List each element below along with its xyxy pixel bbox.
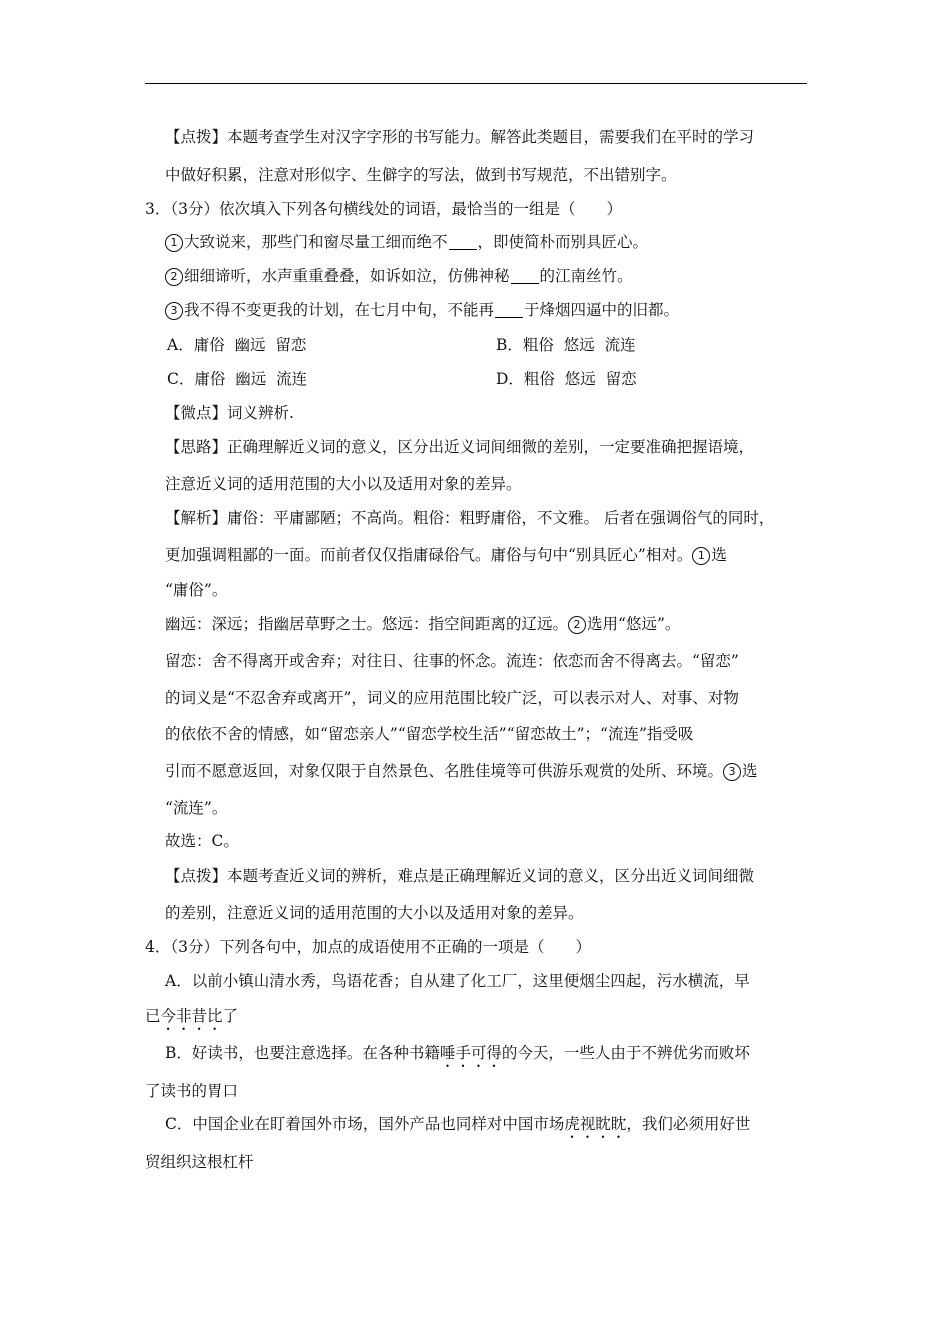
question-3-stem: 3．（3分）依次填入下列各句横线处的词语，最恰当的一组是（ ）: [145, 200, 622, 218]
analysis-line: “庸俗”。: [165, 581, 228, 599]
dotted-idiom: 唾手可得: [439, 1044, 502, 1062]
blank-line: [495, 302, 523, 318]
question-4-stem: 4．（3分）下列各句中，加点的成语使用不正确的一项是（ ）: [145, 938, 591, 956]
silu-line: 【思路】正确理解近义词的意义，区分出近义词间细微的差别，一定要准确把握语境，: [165, 438, 755, 456]
sentence-3: 3 我不得不变更我的计划，在七月中旬，不能再 于烽烟四逼中的旧都。: [165, 300, 679, 320]
q4-option-a: A．以前小镇山清水秀，鸟语花香；自从建了化工厂，这里便烟尘四起，污水横流，早: [165, 972, 750, 990]
blank-line: [511, 268, 539, 284]
silu-line: 注意近义词的适用范围的大小以及适用对象的差异。: [165, 475, 522, 493]
sentence-1: 1 大致说来，那些门和窗尽量工细而绝不 ，即使简朴而别具匠心。: [165, 232, 648, 252]
option-d: D．粗俗 悠远 留恋: [496, 370, 637, 388]
q4-option-b-cont: 了读书的胃口: [145, 1082, 239, 1100]
weidian-line: 【微点】词义辨析.: [165, 404, 294, 422]
circled-number: 1: [165, 234, 183, 252]
analysis-line: 幽远：深远；指幽居草野之士。悠远：指空间距离的辽远。 2 选用“悠远”。: [165, 615, 681, 633]
header-rule: [145, 83, 807, 84]
analysis-line: 更加强调粗鄙的一面。而前者仅仅指庸碌俗气。庸俗与句中“别具匠心”相对。 1 选: [165, 546, 727, 564]
analysis-line: 引而不愿意返回，对象仅限于自然景色、名胜佳境等可供游乐观赏的处所、环境。 3 选: [165, 762, 758, 780]
q4-option-a-cont: 已今非昔比了: [145, 1007, 239, 1025]
analysis-line: “流连”。: [165, 799, 228, 817]
tip-line: 【点拨】本题考查学生对汉字字形的书写能力。解答此类题目，需要我们在平时的学习: [165, 128, 755, 146]
q4-option-c-cont: 贸组织这根杠杆: [145, 1153, 254, 1171]
option-c: C．庸俗 幽远 流连: [167, 370, 308, 388]
tip-line: 【点拨】本题考查近义词的辨析，难点是正确理解近义词的意义，区分出近义词间细微: [165, 867, 755, 885]
analysis-line: 留恋：舍不得离开或舍弃；对往日、往事的怀念。流连：依恋而舍不得离去。“留恋”: [165, 652, 739, 670]
circled-number: 1: [692, 547, 710, 565]
q4-option-c: C．中国企业在盯着国外市场，国外产品也同样对中国市场虎视眈眈，我们必须用好世: [165, 1115, 751, 1133]
q4-option-b: B．好读书，也要注意选择。在各种书籍唾手可得的今天，一些人由于不辨优劣而败坏: [165, 1044, 750, 1062]
blank-line: [449, 234, 477, 250]
dotted-idiom: 今非昔比: [160, 1007, 223, 1025]
answer-line: 故选：C。: [165, 832, 239, 850]
tip-line: 中做好积累，注意对形似字、生僻字的写法，做到书写规范，不出错别字。: [165, 166, 677, 184]
option-a: A．庸俗 幽远 留恋: [167, 336, 307, 354]
circled-number: 2: [165, 268, 183, 286]
analysis-line: 的依依不舍的情感，如“留恋亲人”“留恋学校生活”“留恋故土”；“流连”指受吸: [165, 725, 694, 743]
analysis-line: 的词义是“不忍舍弃或离开”，词义的应用范围比较广泛，可以表示对人、对事、对物: [165, 689, 739, 707]
analysis-line: 【解析】庸俗：平庸鄙陋；不高尚。粗俗：粗野庸俗，不文雅。 后者在强调俗气的同时，: [165, 509, 775, 527]
circled-number: 2: [568, 616, 586, 634]
dotted-idiom: 虎视眈眈: [564, 1115, 627, 1133]
circled-number: 3: [723, 763, 741, 781]
option-b: B．粗俗 悠远 流连: [496, 336, 636, 354]
sentence-2: 2 细细谛听，水声重重叠叠，如诉如泣，仿佛神秘 的江南丝竹。: [165, 266, 633, 286]
tip-line: 的差别，注意近义词的适用范围的大小以及适用对象的差异。: [165, 904, 584, 922]
circled-number: 3: [165, 302, 183, 320]
